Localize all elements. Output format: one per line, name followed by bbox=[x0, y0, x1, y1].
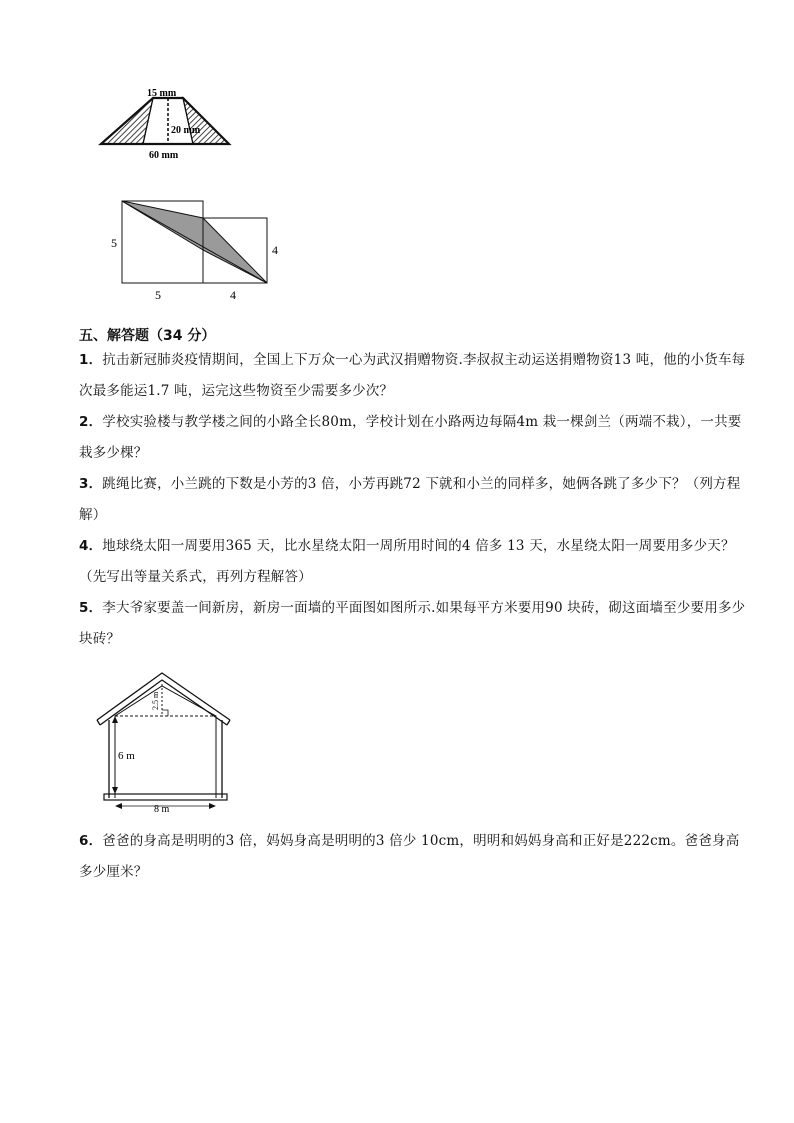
question-4: 4．地球绕太阳一周要用365 天，比水星绕太阳一周所用时间的4 倍多 13 天，水星绕太阳一周要用多少天？（先写出等量关系式，再列方程解答） bbox=[79, 538, 735, 585]
house-width-label: 8 m bbox=[154, 804, 170, 813]
small-square-side-label: 4 bbox=[272, 243, 278, 257]
question-5: 5．李大爷家要盖一间新房，新房一面墙的平面图如图所示.如果每平方米要用90 块砖，砌这面墙至少要用多少块砖？ bbox=[79, 600, 746, 647]
big-square-bottom-label: 5 bbox=[155, 288, 161, 302]
question-1: 1．抗击新冠肺炎疫情期间，全国上下万众一心为武汉捐赠物资.李叔叔主动运送捐赠物资13 吨，他的小货车每次最多能运1.7 吨，运完这些物资至少需要多少次？ bbox=[79, 352, 746, 399]
question-2: 2．学校实验楼与教学楼之间的小路全长80m，学校计划在小路两边每隔4m 栽一棵剑兰（两端不栽），一共要栽多少棵？ bbox=[79, 414, 742, 461]
trapezoid-figure bbox=[95, 82, 245, 162]
house-figure bbox=[92, 668, 237, 813]
wall-height-label: 6 m bbox=[118, 750, 135, 762]
roof-height-label: 2.5 m bbox=[151, 691, 160, 710]
question-3: 3．跳绳比赛，小兰跳的下数是小芳的3 倍，小芳再跳72 下就和小兰的同样多，她俩各跳了多少下？（列方程解） bbox=[79, 476, 741, 523]
trapezoid-height-label: 20 mm bbox=[171, 125, 201, 136]
question-6: 6．爸爸的身高是明明的3 倍，妈妈身高是明明的3 倍少 10cm，明明和妈妈身高和正好是222cm。爸爸身高多少厘米？ bbox=[79, 833, 740, 880]
trapezoid-top-label: 15 mm bbox=[147, 88, 177, 99]
section-title: 五、解答题（34 分） bbox=[79, 328, 216, 344]
small-square-bottom-label: 4 bbox=[230, 288, 236, 302]
trapezoid-base-label: 60 mm bbox=[149, 150, 179, 161]
squares-figure bbox=[105, 195, 295, 305]
big-square-side-label: 5 bbox=[111, 236, 117, 250]
